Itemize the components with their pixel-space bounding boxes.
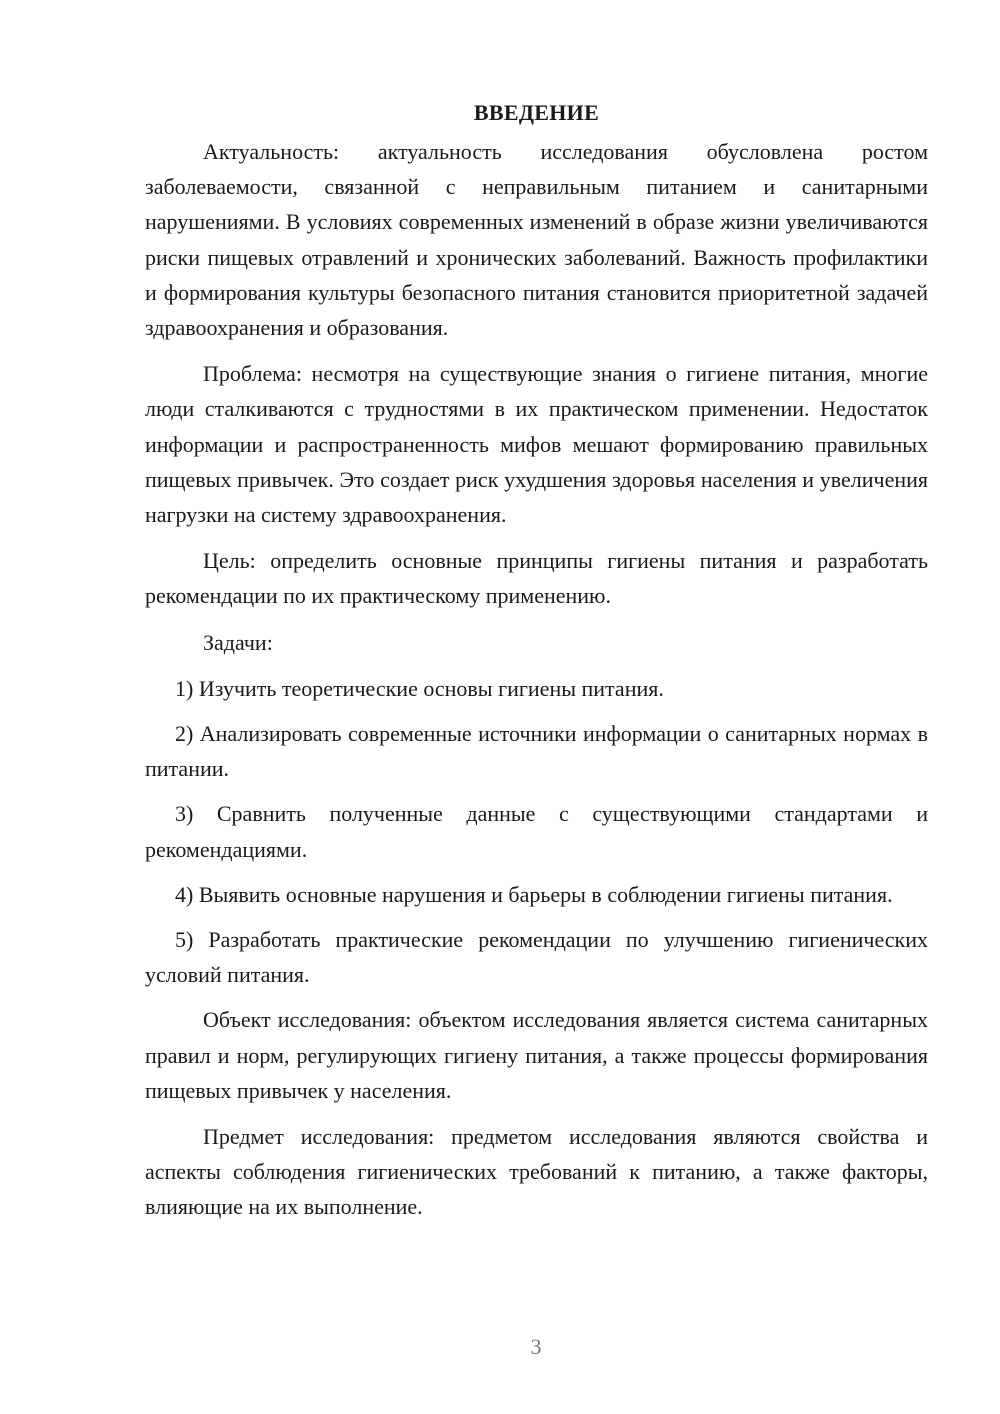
document-page xyxy=(145,95,928,1225)
task-item-1: 1) Изучить теоретические основы гигиены питания. xyxy=(175,675,664,701)
subject-paragraph: Предмет исследования: предметом исследования являются свойства и аспекты соблюдения гигиенических требований к питанию, а также факторы, влияющие на их выполнение. xyxy=(145,1124,928,1220)
task-item-2: 2) Анализировать современные источники информации о санитарных нормах в питании. xyxy=(145,721,928,782)
problem-paragraph: Проблема: несмотря на существующие знания о гигиене питания, многие люди сталкиваются с трудностями в их практическом применении. Недостаток информации и распространенность мифов мешают формированию правильных пищевых привычек. Это создает риск ухудшения здоровья населения и увеличения нагрузки на систему здравоохранения. xyxy=(145,361,928,528)
page-number: 3 xyxy=(530,1334,542,1359)
relevance-paragraph: Актуальность: актуальность исследования обусловлена ростом заболеваемости, связанной с неправильным питанием и санитарными нарушениями. В условиях современных изменений в образе жизни увеличиваются риски пищевых отравлений и хронических заболеваний. Важность профилактики и формирования культуры безопасного питания становится приоритетной задачей здравоохранения и образования. xyxy=(145,139,928,341)
object-paragraph: Объект исследования: объектом исследования является система санитарных правил и норм, регулирующих гигиену питания, а также процессы формирования пищевых привычек у населения. xyxy=(145,1007,928,1103)
task-item-3: 3) Сравнить полученные данные с существующими стандартами и рекомендациями. xyxy=(145,801,928,862)
section-title: ВВЕДЕНИЕ xyxy=(473,100,600,125)
goal-paragraph: Цель: определить основные принципы гигиены питания и разработать рекомендации по их практическому применению. xyxy=(145,548,928,609)
task-item-4: 4) Выявить основные нарушения и барьеры в соблюдении гигиены питания. xyxy=(175,881,893,907)
task-item-5: 5) Разработать практические рекомендации по улучшению гигиенических условий питания. xyxy=(145,927,928,988)
tasks-heading: Задачи: xyxy=(203,629,273,655)
